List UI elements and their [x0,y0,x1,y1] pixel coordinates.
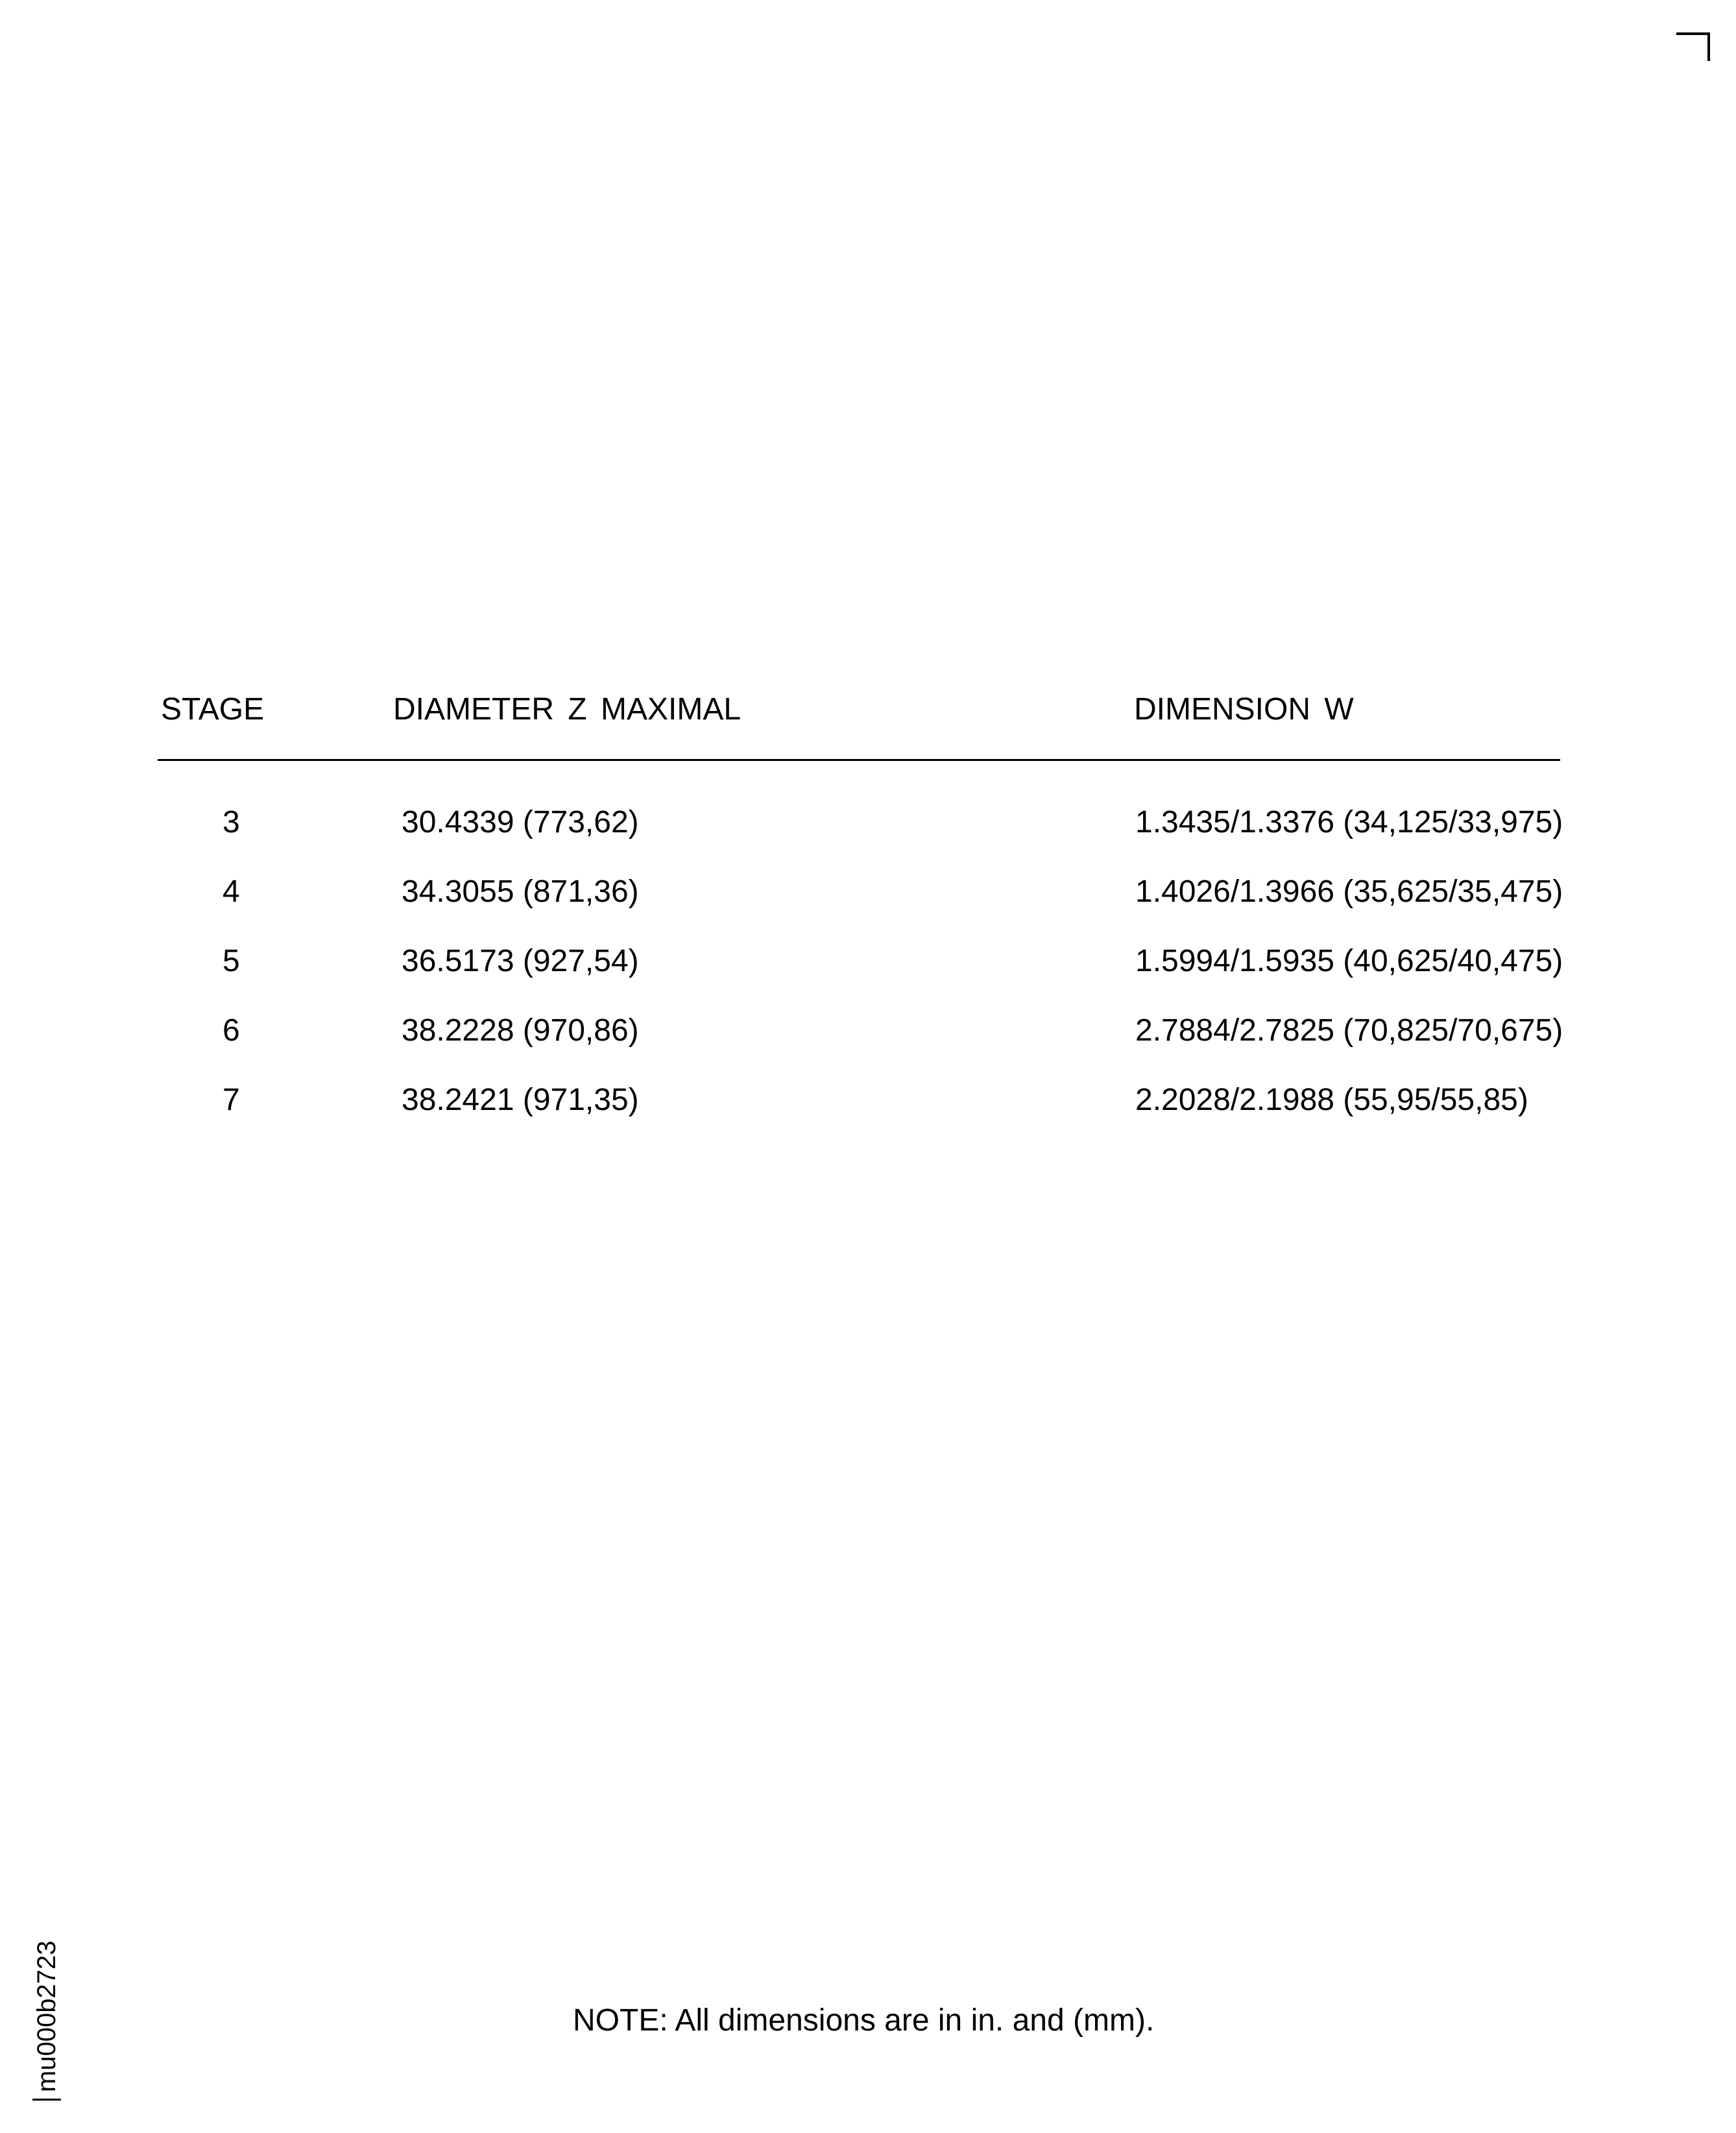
table-row-dimension: 2.2028/2.1988 (55,95/55,85) [1135,1083,1528,1117]
table-row-diameter: 38.2228 (970,86) [402,1013,639,1048]
table-row-diameter: 36.5173 (927,54) [402,944,639,978]
header-dimension: DIMENSION W [1134,692,1354,727]
header-stage: STAGE [161,692,265,727]
table-row-dimension: 1.3435/1.3376 (34,125/33,975) [1135,805,1563,839]
header-diameter: DIAMETER Z MAXIMAL [393,692,741,727]
figure-code: mu000b2723 [32,1940,61,2101]
table-row-stage: 4 [223,874,240,909]
header-divider [158,759,1560,761]
table-row-dimension: 1.4026/1.3966 (35,625/35,475) [1135,874,1563,909]
table-row-stage: 3 [223,805,240,839]
table-row-stage: 7 [223,1083,240,1117]
table-row-dimension: 1.5994/1.5935 (40,625/40,475) [1135,944,1563,978]
table-row-dimension: 2.7884/2.7825 (70,825/70,675) [1135,1013,1563,1048]
table-row-diameter: 38.2421 (971,35) [402,1083,639,1117]
table-row-diameter: 30.4339 (773,62) [402,805,639,839]
table-row-stage: 5 [223,944,240,978]
units-note: NOTE: All dimensions are in in. and (mm). [573,2003,1155,2038]
table-row-stage: 6 [223,1013,240,1048]
table-row-diameter: 34.3055 (871,36) [402,874,639,909]
